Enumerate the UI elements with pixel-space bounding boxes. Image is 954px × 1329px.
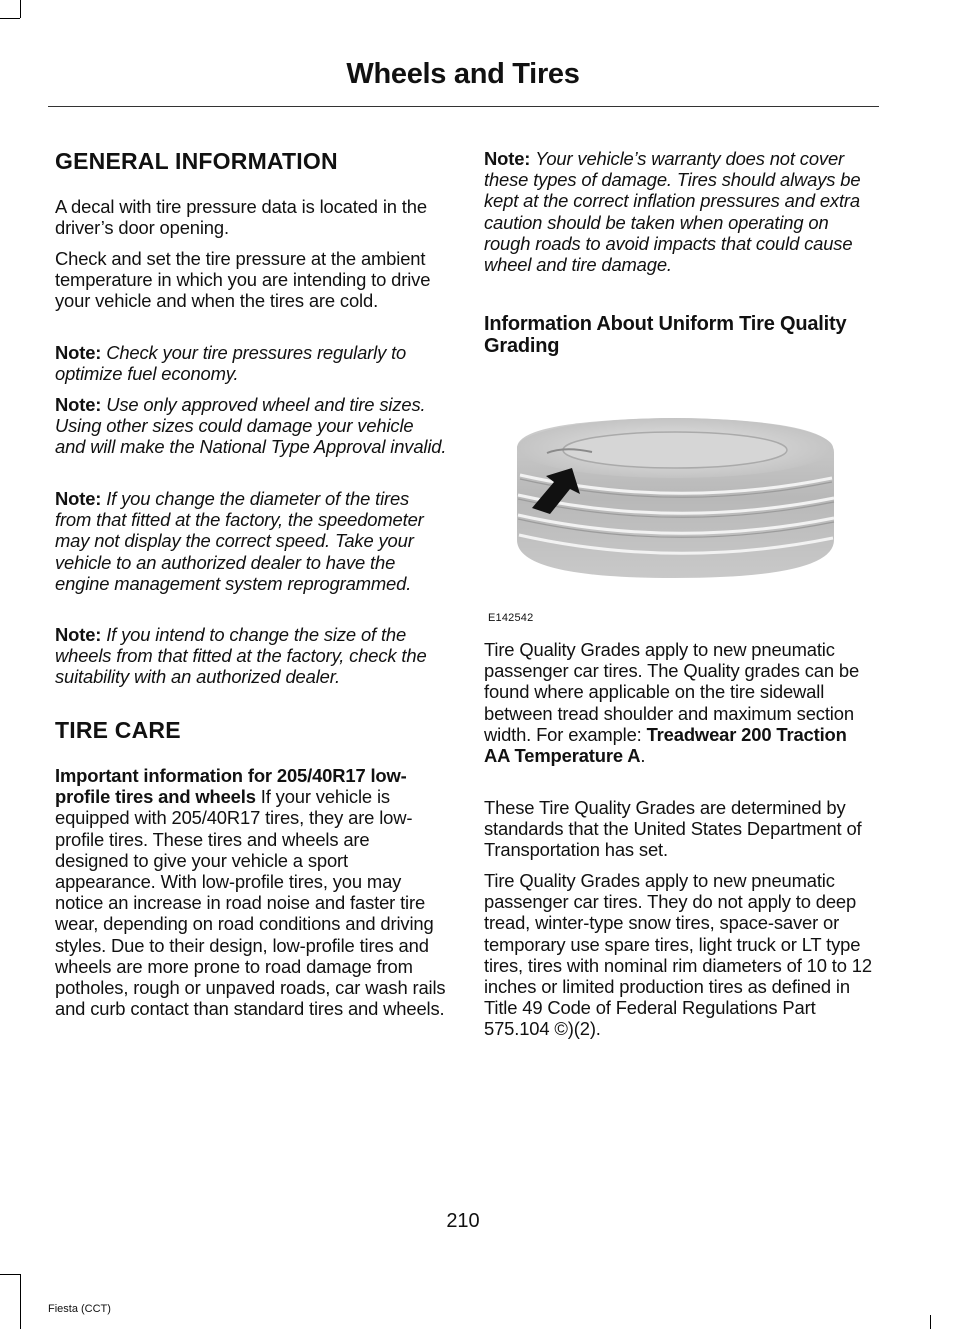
note-label: Note: bbox=[55, 342, 102, 363]
paragraph-decal: A decal with tire pressure data is located in the driver’s door opening. bbox=[55, 196, 427, 239]
note-approved-sizes bbox=[55, 394, 447, 458]
grades-end: . bbox=[640, 745, 646, 767]
figure-id: E142542 bbox=[488, 612, 534, 624]
paragraph-grades-determined: These Tire Quality Grades are determined by standards that the United States Department of Transportation has set. bbox=[484, 797, 862, 861]
note-label: Note: bbox=[55, 488, 102, 509]
grades-example: Treadwear 200 Traction AA Temperature A bbox=[484, 723, 847, 767]
page-number: 210 bbox=[446, 1210, 480, 1232]
note-text: Your vehicle’s warranty does not cover these types of damage. Tires should always be kept at the correct inflation pressures and extra caution should be taken when operating on rough roads to avoid impacts that could cause wheel and tire damage. bbox=[484, 148, 861, 276]
note-diameter bbox=[55, 488, 447, 594]
header-divider bbox=[48, 106, 879, 107]
crop-mark bbox=[20, 1274, 21, 1329]
tire-icon bbox=[484, 380, 874, 610]
note-warranty bbox=[484, 148, 876, 275]
paragraph-grades-apply: Tire Quality Grades apply to new pneumatic passenger car tires. They do not apply to deep tread, winter-type snow tires, space-saver or temporary use spare tires, light truck or LT type tires, tires with nominal rim diameters of 10 to 12 inches or limited production tires as defined in Title 49 Code of Federal Regulations Part 575.104 ©)(2). bbox=[484, 870, 872, 1040]
low-profile-heading: Important information for 205/40R17 low-profile tires and wheels bbox=[55, 765, 407, 808]
crop-mark bbox=[0, 1274, 20, 1275]
tire-illustration bbox=[484, 380, 874, 610]
paragraph-quality-grades bbox=[484, 639, 876, 766]
note-fuel-economy bbox=[55, 342, 447, 384]
document-label: Fiesta (CCT) bbox=[48, 1303, 111, 1315]
note-label: Note: bbox=[484, 148, 531, 169]
grades-text: Tire Quality Grades apply to new pneumatic passenger car tires. The Quality grades can be found where applicable on the tire sidewall between tread shoulder and maximum section width. For example: bbox=[484, 639, 860, 745]
tire-care-heading: TIRE CARE bbox=[55, 717, 181, 743]
page-title: Wheels and Tires bbox=[346, 58, 580, 90]
crop-mark bbox=[0, 18, 20, 19]
paragraph-check-pressure: Check and set the tire pressure at the ambient temperature in which you are intending to drive your vehicle and when the tires are cold. bbox=[55, 248, 431, 312]
general-information-heading: GENERAL INFORMATION bbox=[55, 148, 338, 174]
note-text: Check your tire pressures regularly to optimize fuel economy. bbox=[55, 342, 407, 385]
note-text: If you change the diameter of the tires from that fitted at the factory, the speedometer may not display the correct speed. Take your vehicle to an authorized dealer to have the engine management system reprogrammed. bbox=[55, 488, 424, 594]
note-label: Note: bbox=[55, 624, 102, 645]
paragraph-low-profile bbox=[55, 765, 447, 1019]
note-text: If you intend to change the size of the wheels from that fitted at the factory, check the suitability with an authorized dealer. bbox=[55, 624, 427, 688]
note-text: Use only approved wheel and tire sizes. Using other sizes could damage your vehicle and will make the National Type Approval invalid. bbox=[55, 394, 447, 458]
crop-mark bbox=[20, 0, 21, 18]
low-profile-text: If your vehicle is equipped with 205/40R17 tires, they are low-profile tires. These tires and wheels are designed to give your vehicle a sport appearance. With low-profile tires, you may notice an increase in road noise and faster tire wear, depending on road conditions and driving styles. Due to their design, low-profile tires and wheels are more prone to road damage from potholes, rough or unpaved roads, car wash rails and curb contact than standard tires and wheels. bbox=[55, 786, 446, 1020]
note-wheel-size bbox=[55, 624, 447, 688]
note-label: Note: bbox=[55, 394, 102, 415]
utqg-heading: Information About Uniform Tire Quality Grading bbox=[484, 313, 847, 357]
crop-mark bbox=[930, 1315, 931, 1329]
